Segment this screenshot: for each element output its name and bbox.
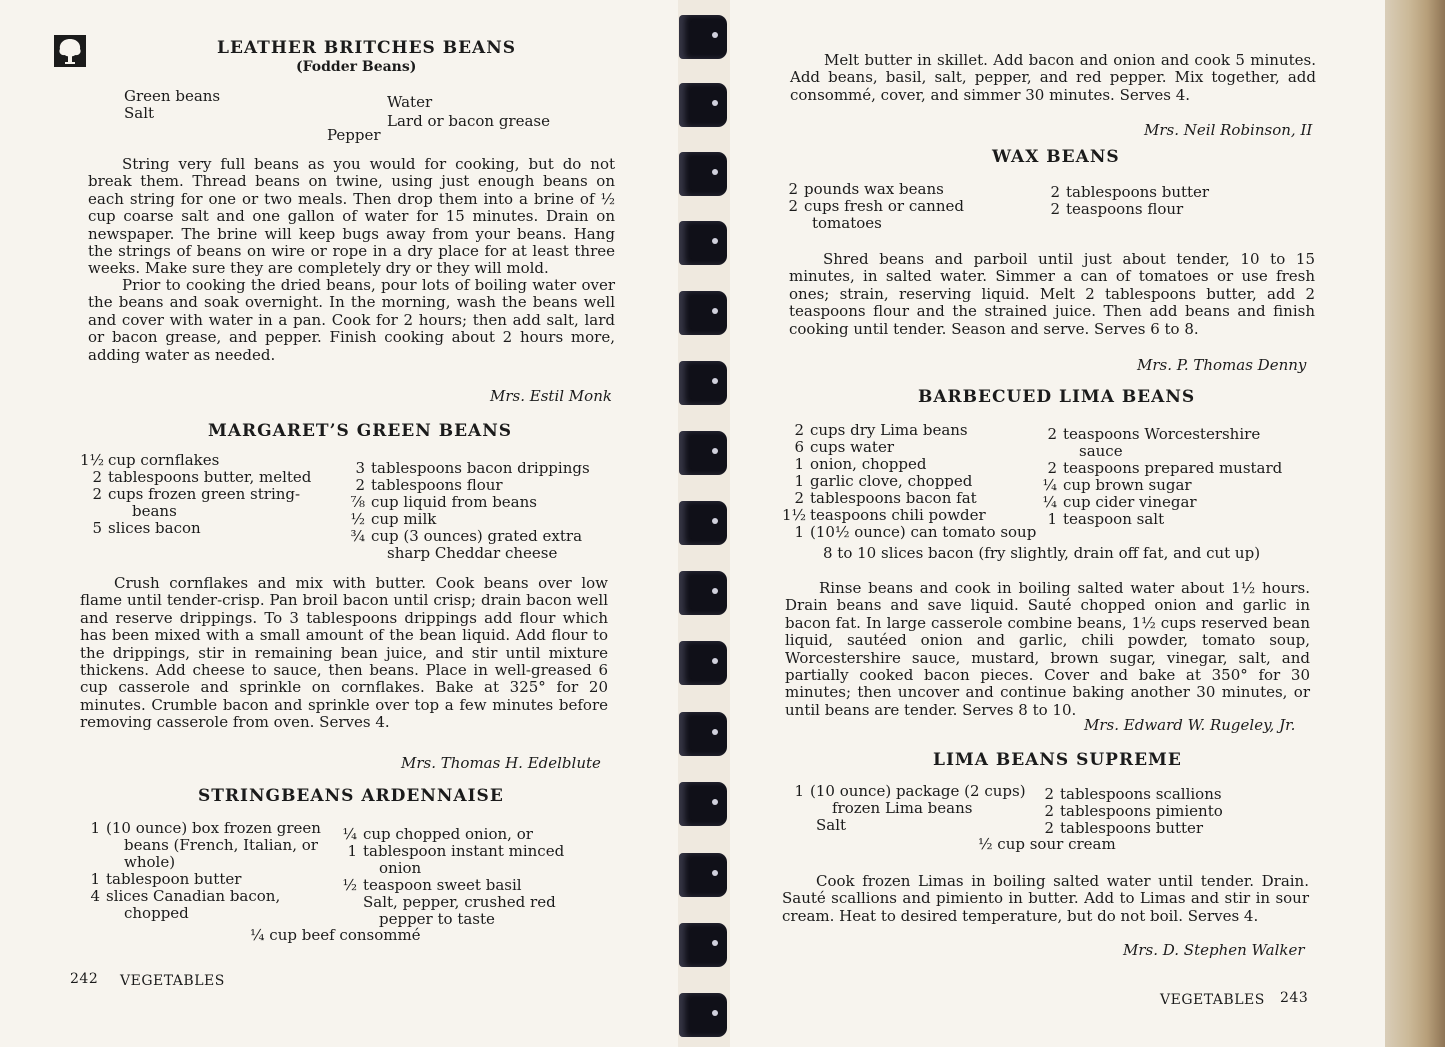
ingredient-list — [80, 452, 311, 537]
ingredient-list — [335, 826, 564, 928]
spiral-coil — [679, 782, 727, 826]
ingredient: Pepper — [327, 126, 381, 144]
spiral-coil — [679, 571, 727, 615]
ingredient: 1 (10 ounce) box frozen green — [90, 819, 321, 837]
recipe-title: MARGARET’S GREEN BEANS — [208, 421, 513, 441]
spiral-coil — [679, 993, 727, 1037]
ingredient: 2 cups frozen green string- — [92, 485, 301, 503]
ingredient: onion — [379, 859, 422, 877]
ingredient: 1 teaspoon salt — [1047, 510, 1165, 528]
ingredient: 1 onion, chopped — [794, 455, 927, 473]
ingredient: ¾ cup (3 ounces) grated extra — [350, 527, 583, 545]
directions-paragraph: Prior to cooking the dried beans, pour lots of boiling water over the beans and soak overnight. In the morning, wash the beans well and cover with water in a pan. Cook for 2 hours; then add salt, lard or bacon grease, and pepper. Finish cooking about 2 hours more, adding water as needed. — [88, 276, 615, 364]
ingredient: 2 tablespoons flour — [355, 476, 503, 494]
directions-paragraph: Cook frozen Limas in boiling salted water until tender. Drain. Sauté scallions and pimiento in butter. Add to Limas and stir in sour cream. Heat to desired temperature, but do not boil. Serves 4. — [782, 872, 1309, 925]
recipe-attribution: Mrs. D. Stephen Walker — [1123, 941, 1305, 959]
ingredient: 2 cups fresh or canned — [788, 197, 964, 215]
directions-paragraph: Melt butter in skillet. Add bacon and onion and cook 5 minutes. Add beans, basil, salt, pepper, and red pepper. Mix together, add consommé, cover, and simmer 30 minutes. Serves 4. — [790, 51, 1316, 104]
ingredient: frozen Lima beans — [832, 799, 973, 817]
ingredient: ¼ cup beef consommé — [250, 926, 421, 944]
directions-paragraph: Crush cornflakes and mix with butter. Cook beans over low flame until tender-crisp. Pan broil bacon until crisp; drain bacon well and reserve drippings. To 3 tablespoons drippings add flour which has been mixed with a small amount of the bean liquid. Add flour to the drippings, stir in remaining bean juice, and stir until mixture thickens. Add cheese to sauce, then beans. Place in well-greased 6 cup casserole and sprinkle on cornflakes. Bake at 325° for 20 minutes. Crumble bacon and sprinkle over top a few minutes before removing casserole from oven. Serves 4. — [80, 574, 608, 732]
ingredient: 2 tablespoons bacon fat — [794, 489, 977, 507]
section-name: VEGETABLES — [1160, 992, 1265, 1008]
ingredient: 2 teaspoons flour — [1050, 200, 1184, 218]
ingredient: 2 cups dry Lima beans — [794, 421, 968, 439]
directions-paragraph: String very full beans as you would for cooking, but do not break them. Thread beans on twine, using just enough beans on each string for one or two meals. Then drop them into a brine of ½ cup coarse salt and one gallon of water for 15 minutes. Drain on newspaper. The brine will keep bugs away from your beans. Hang the strings of beans on wire or rope in a dry place for at least three weeks. Make sure they are completely dry or they will mold. — [88, 155, 615, 278]
ingredient-list — [78, 820, 321, 922]
spiral-coil — [679, 853, 727, 897]
ingredient: 1 garlic clove, chopped — [794, 472, 973, 490]
ingredient: beans — [132, 502, 177, 520]
recipe-title: BARBECUED LIMA BEANS — [918, 387, 1196, 407]
recipe-subtitle: (Fodder Beans) — [296, 59, 417, 75]
ingredient: ½ cup sour cream — [978, 835, 1116, 853]
ingredient: 8 to 10 slices bacon (fry slightly, drain off fat, and cut up) — [823, 544, 1261, 562]
ingredient-list — [782, 783, 1026, 834]
ingredient: 1 (10½ ounce) can tomato soup — [794, 523, 1037, 541]
section-name: VEGETABLES — [120, 973, 225, 989]
ingredient: 1 (10 ounce) package (2 cups) — [794, 782, 1026, 800]
ingredient: 4 slices Canadian bacon, — [90, 887, 281, 905]
ingredient: pepper to taste — [379, 910, 495, 928]
ingredient: ⅞ cup liquid from beans — [350, 493, 537, 511]
spiral-coil — [679, 431, 727, 475]
spiral-coil — [679, 361, 727, 405]
ingredient-list — [782, 422, 1036, 541]
spiral-coil — [679, 152, 727, 196]
ingredient: 2 tablespoons butter — [1050, 183, 1210, 201]
ingredient: 2 pounds wax beans — [788, 180, 944, 198]
spiral-coil — [679, 712, 727, 756]
page-number: 243 — [1280, 990, 1309, 1006]
left-page — [0, 0, 678, 1047]
ingredient: 2 tablespoons butter — [1044, 819, 1204, 837]
spiral-coil — [679, 15, 727, 59]
ingredient: 2 tablespoons pimiento — [1044, 802, 1223, 820]
page-edges — [1385, 0, 1445, 1047]
ingredient: beans (French, Italian, or — [124, 836, 318, 854]
recipe-title: STRINGBEANS ARDENNAISE — [198, 786, 504, 806]
ingredient: ¼ cup brown sugar — [1042, 476, 1192, 494]
ingredient: 1 tablespoon instant minced — [347, 842, 565, 860]
ingredient: 5 slices bacon — [92, 519, 201, 537]
recipe-attribution: Mrs. Edward W. Rugeley, Jr. — [1084, 716, 1296, 734]
ingredient: ¼ cup chopped onion, or — [342, 825, 533, 843]
spiral-coil — [679, 641, 727, 685]
ingredient: tomatoes — [812, 214, 882, 232]
ingredient: sharp Cheddar cheese — [387, 544, 558, 562]
spiral-coil — [679, 923, 727, 967]
spiral-coil — [679, 291, 727, 335]
ingredient-list — [1032, 786, 1223, 837]
ingredient: 2 teaspoons Worcestershire — [1047, 425, 1261, 443]
spiral-coil — [679, 501, 727, 545]
ingredient: chopped — [124, 904, 189, 922]
ingredient: Lard or bacon grease — [387, 112, 550, 130]
ingredient: Water — [387, 93, 433, 111]
recipe-attribution: Mrs. Estil Monk — [490, 387, 612, 405]
ingredient: sauce — [1079, 442, 1123, 460]
ingredient: Salt — [816, 816, 847, 834]
ingredient: ¼ cup cider vinegar — [1042, 493, 1197, 511]
ingredient: 6 cups water — [794, 438, 894, 456]
ingredient-list — [776, 181, 964, 232]
recipe-title: LEATHER BRITCHES BEANS — [217, 38, 517, 58]
right-page — [730, 0, 1385, 1047]
ingredient: 2 tablespoons butter, melted — [92, 468, 312, 486]
ingredient: ½ cup milk — [350, 510, 437, 528]
spiral-coil — [679, 83, 727, 127]
recipe-title: WAX BEANS — [992, 147, 1120, 167]
recipe-attribution: Mrs. Thomas H. Edelblute — [401, 754, 601, 772]
ingredient: 2 teaspoons prepared mustard — [1047, 459, 1283, 477]
page-number: 242 — [70, 971, 99, 987]
ingredient: 1½ cup cornflakes — [80, 451, 220, 469]
directions-paragraph: Shred beans and parboil until just about tender, 10 to 15 minutes, in salted water. Simmer a can of tomatoes or use fresh ones; strain, reserving liquid. Melt 2 tablespoons butter, add 2 teaspoons flour and the strained juice. Then add beans and finish cooking until tender. Season and serve. Serves 6 to 8. — [789, 250, 1315, 338]
ingredient: 2 tablespoons scallions — [1044, 785, 1222, 803]
ingredient: 1½ teaspoons chili powder — [782, 506, 986, 524]
ingredient-list — [1035, 426, 1282, 528]
directions-paragraph: Rinse beans and cook in boiling salted water about 1½ hours. Drain beans and save liquid. Sauté chopped onion and garlic in bacon fat. In large casserole combine beans, 1½ cups reserved bean liquid, sautéed onion and garlic, chili powder, tomato soup, Worcestershire sauce, mustard, brown sugar, vinegar, salt, and partially cooked bacon pieces. Cover and bake at 350° for 30 minutes; then uncover and continue baking another 30 minutes, or until beans are tender. Serves 8 to 10. — [785, 579, 1310, 719]
ingredient-list — [1038, 184, 1209, 218]
ingredient: 3 tablespoons bacon drippings — [355, 459, 590, 477]
recipe-attribution: Mrs. Neil Robinson, II — [1144, 121, 1313, 139]
ingredient: Salt — [124, 104, 155, 122]
ingredient: 1 tablespoon butter — [90, 870, 242, 888]
ingredient: ½ teaspoon sweet basil — [342, 876, 522, 894]
ingredient: Salt, pepper, crushed red — [363, 893, 556, 911]
recipe-attribution: Mrs. P. Thomas Denny — [1137, 356, 1307, 374]
ingredient: Green beans — [124, 87, 221, 105]
ingredient: whole) — [124, 853, 176, 871]
tree-emblem-icon — [54, 35, 86, 67]
recipe-title: LIMA BEANS SUPREME — [933, 750, 1182, 770]
spiral-coil — [679, 221, 727, 265]
ingredient-list — [343, 460, 590, 562]
